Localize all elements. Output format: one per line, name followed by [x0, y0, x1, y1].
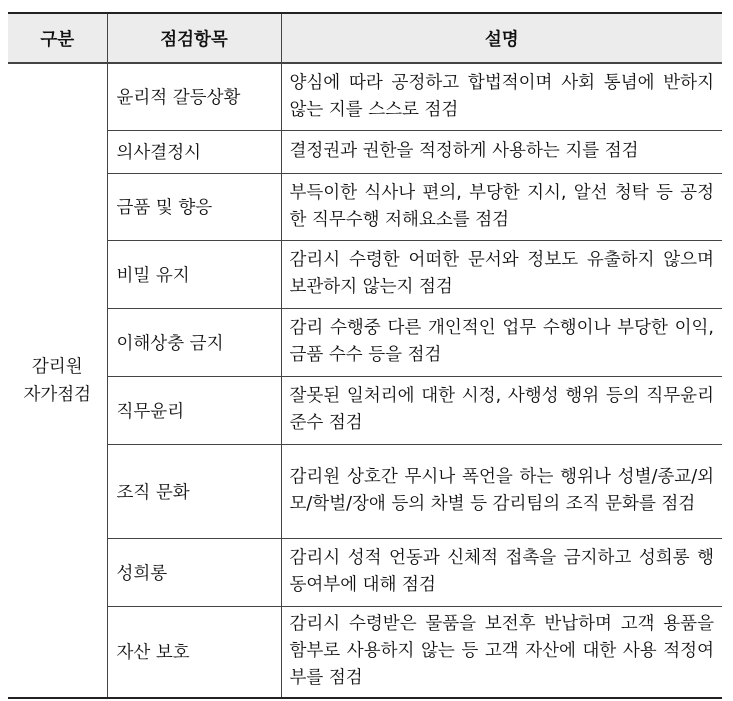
table-row [8, 444, 722, 538]
check-item: 자산 보호 [107, 606, 281, 698]
check-item: 직무윤리 [107, 376, 281, 444]
category-label-line2: 자가점검 [23, 384, 92, 405]
table-row [8, 63, 722, 130]
table-row [8, 130, 722, 173]
table-row [8, 173, 722, 240]
table-row [8, 606, 722, 698]
table-row [8, 308, 722, 376]
description: 부득이한 식사나 편의, 부당한 지시, 알선 청탁 등 공정한 직무수행 저해요소를 점검 [281, 173, 722, 240]
description: 감리시 수령한 어떠한 문서와 정보도 유출하지 않으며 보관하지 않는지 점검 [281, 240, 722, 308]
description: 양심에 따라 공정하고 합법적이며 사회 통념에 반하지 않는 지를 스스로 점검 [281, 63, 722, 130]
description: 감리시 수령받은 물품을 보전후 반납하며 고객 용품을 함부로 사용하지 않는 등 고객 자산에 대한 사용 적정여부를 점검 [281, 606, 722, 698]
header-check-item: 점검항목 [107, 13, 281, 63]
table-header-row [8, 13, 722, 63]
header-category: 구분 [8, 13, 107, 63]
check-item: 금품 및 향응 [107, 173, 281, 240]
table-row [8, 376, 722, 444]
check-item: 성희롱 [107, 538, 281, 606]
category-cell [8, 63, 107, 698]
description: 잘못된 일처리에 대한 시정, 사행성 행위 등의 직무윤리 준수 점검 [281, 376, 722, 444]
description: 감리원 상호간 무시나 폭언을 하는 행위나 성별/종교/외모/학벌/장애 등의 차별 등 감리팀의 조직 문화를 점검 [281, 444, 722, 538]
table-row [8, 240, 722, 308]
description: 결정권과 권한을 적정하게 사용하는 지를 점검 [281, 130, 722, 173]
check-item: 의사결정시 [107, 130, 281, 173]
check-item: 조직 문화 [107, 444, 281, 538]
check-item: 이해상충 금지 [107, 308, 281, 376]
check-item: 윤리적 갈등상황 [107, 63, 281, 130]
description: 감리시 성적 언동과 신체적 접촉을 금지하고 성희롱 행동여부에 대해 점검 [281, 538, 722, 606]
category-label-line1: 감리원 [31, 356, 83, 377]
check-item: 비밀 유지 [107, 240, 281, 308]
self-check-table [8, 12, 722, 699]
table-row [8, 538, 722, 606]
header-description: 설명 [281, 13, 722, 63]
description: 감리 수행중 다른 개인적인 업무 수행이나 부당한 이익, 금품 수수 등을 점검 [281, 308, 722, 376]
